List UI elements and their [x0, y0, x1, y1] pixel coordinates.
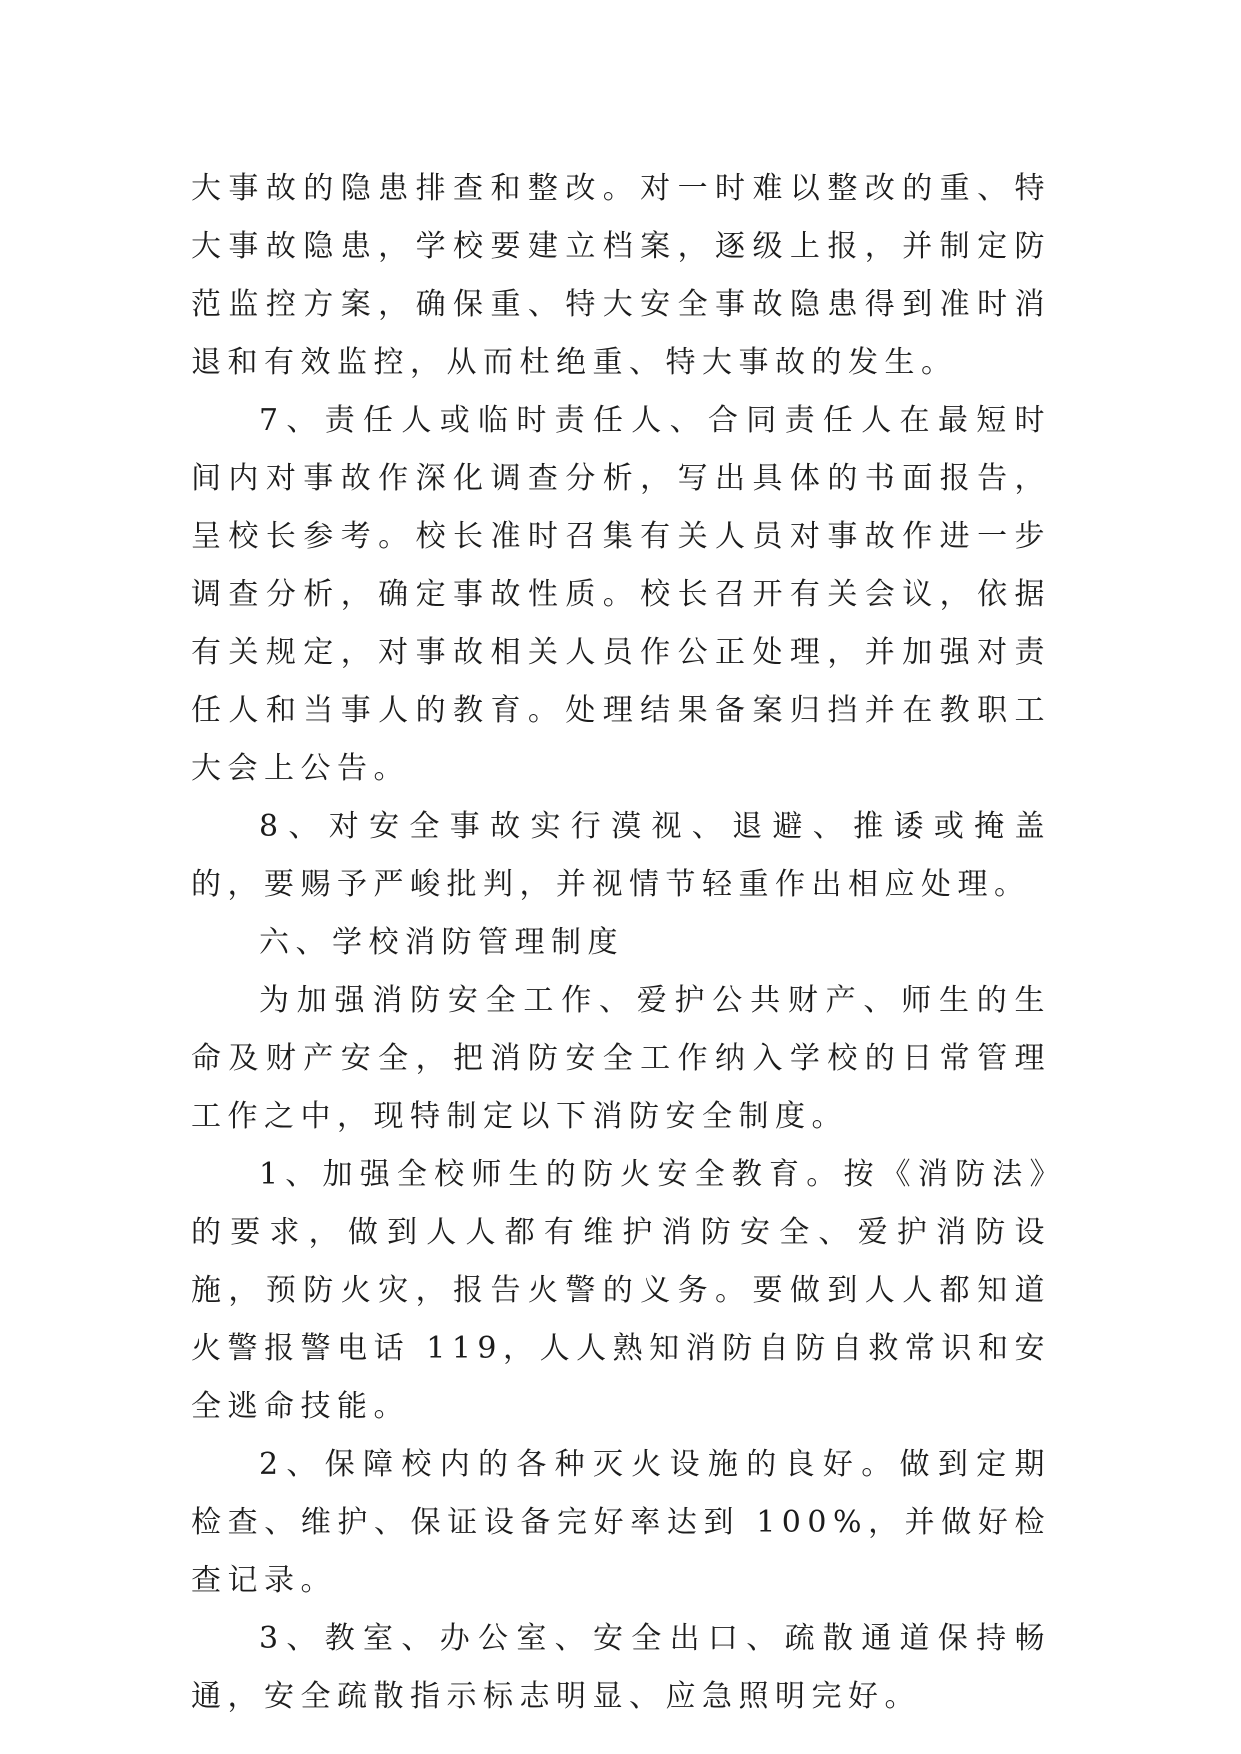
paragraph-item-1: 1、加强全校师生的防火安全教育。按《消防法》的要求，做到人人都有维护消防安全、爱护消防设施，预防火灾，报告火警的义务。要做到人人都知道火警报警电话 119，人人熟知消防自防自救常识和安全逃命技能。	[191, 1157, 1051, 1424]
document-body	[191, 160, 1051, 1726]
paragraph-item-3: 3、教室、办公室、安全出口、疏散通道保持畅通，安全疏散指示标志明显、应急照明完好。	[191, 1621, 1051, 1714]
paragraph-continuation: 大事故的隐患排查和整改。对一时难以整改的重、特大事故隐患，学校要建立档案，逐级上报，并制定防范监控方案，确保重、特大安全事故隐患得到准时消退和有效监控，从而杜绝重、特大事故的发生。	[191, 171, 1051, 380]
paragraph-item-7: 7、责任人或临时责任人、合同责任人在最短时间内对事故作深化调查分析，写出具体的书面报告，呈校长参考。校长准时召集有关人员对事故作进一步调查分析，确定事故性质。校长召开有关会议，依据有关规定，对事故相关人员作公正处理，并加强对责任人和当事人的教育。处理结果备案归挡并在教职工大会上公告。	[191, 403, 1051, 786]
paragraph-item-2: 2、保障校内的各种灭火设施的良好。做到定期检查、维护、保证设备完好率达到 100%，并做好检查记录。	[191, 1447, 1051, 1598]
section-heading-fire-management: 六、学校消防管理制度	[259, 925, 624, 960]
paragraph-item-8: 8、对安全事故实行漠视、退避、推诿或掩盖的，要赐予严峻批判，并视情节轻重作出相应处理。	[191, 809, 1051, 902]
paragraph-intro: 为加强消防安全工作、爱护公共财产、师生的生命及财产安全，把消防安全工作纳入学校的日常管理工作之中，现特制定以下消防安全制度。	[191, 983, 1051, 1134]
